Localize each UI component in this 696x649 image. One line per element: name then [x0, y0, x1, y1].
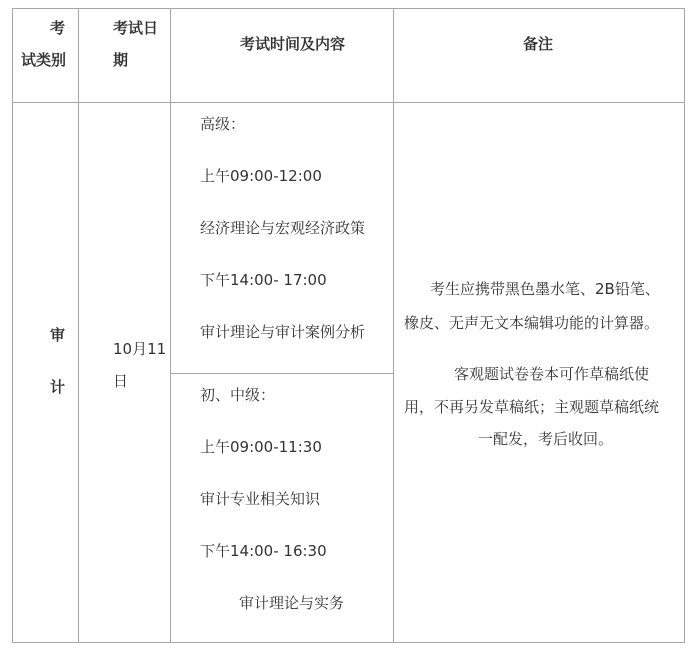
exam-schedule-table: [12, 8, 685, 643]
senior-afternoon-time: 下午14:00- 17:00: [200, 271, 327, 289]
level-divider: [170, 373, 393, 374]
junior-level-label: 初、中级：: [200, 386, 276, 404]
header-category-line2: 试类别: [21, 51, 67, 69]
junior-morning-time: 上午09:00-11:30: [200, 438, 322, 456]
notes-paragraph-1-line2: 橡皮、无声无文本编辑功能的计算器。: [404, 314, 660, 332]
column-divider-2: [170, 8, 171, 643]
table-border-right: [684, 8, 685, 643]
notes-paragraph-2-line2: 用，不再另发草稿纸；主观题草稿纸统: [404, 398, 660, 416]
senior-afternoon-subject: 审计理论与审计案例分析: [200, 323, 366, 341]
header-date-line1: 考试日: [113, 19, 159, 37]
junior-morning-subject: 审计专业相关知识: [200, 490, 321, 508]
notes-paragraph-1-line1: 考生应携带黑色墨水笔、2B铅笔、: [430, 280, 660, 298]
header-time-content: 考试时间及内容: [240, 35, 346, 53]
notes-paragraph-2-line1: 客观题试卷卷本可作草稿纸使: [454, 365, 650, 383]
senior-morning-subject: 经济理论与宏观经济政策: [200, 219, 366, 237]
column-divider-3: [393, 8, 394, 643]
notes-paragraph-2-line3: 一配发，考后收回。: [478, 430, 614, 448]
header-date-line2: 期: [113, 51, 129, 69]
category-audit-line2: 计: [50, 378, 66, 396]
exam-date-line1: 10月11: [113, 340, 167, 358]
junior-afternoon-time: 下午14:00- 16:30: [200, 542, 327, 560]
category-audit-line1: 审: [50, 326, 66, 344]
column-divider-1: [78, 8, 79, 643]
senior-level-label: 高级：: [200, 115, 246, 133]
senior-morning-time: 上午09:00-12:00: [200, 167, 322, 185]
table-border-left: [12, 8, 13, 643]
header-notes: 备注: [523, 35, 554, 53]
header-category-line1: 考: [50, 19, 66, 37]
junior-afternoon-subject: 审计理论与实务: [239, 594, 345, 612]
exam-date-line2: 日: [113, 372, 129, 390]
table-border-bottom: [12, 642, 685, 643]
header-divider: [12, 102, 685, 103]
table-border-top: [12, 8, 685, 9]
